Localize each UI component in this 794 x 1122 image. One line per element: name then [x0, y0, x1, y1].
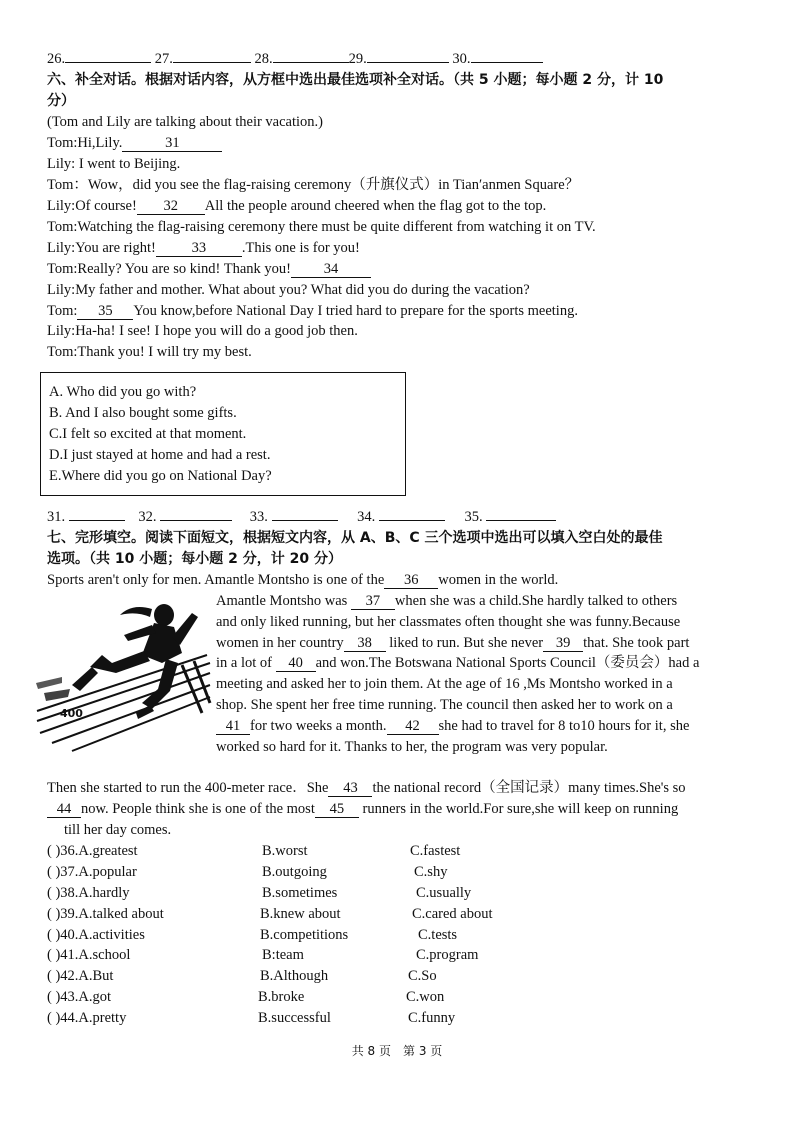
passage-text: women in her country: [216, 634, 344, 651]
dialogue-line-3: Tom：Wow，did you see the flag-raising ceremony（升旗仪式）in Tian′anmen Square？: [47, 177, 580, 193]
dialogue-line-6: [47, 239, 360, 257]
blank-34[interactable]: 34: [291, 261, 371, 278]
choice-option-c: C.usually: [416, 885, 472, 901]
passage-text: the national record（全国记录）many times.She's so: [372, 780, 686, 796]
q35-label: 35.: [464, 509, 483, 525]
choice-option-c: C.won: [406, 989, 445, 1005]
choice-question[interactable]: ( )42.A.But: [47, 968, 114, 984]
passage-text: liked to run. But she never: [385, 634, 544, 651]
choice-question[interactable]: ( )44.A.pretty: [47, 1010, 127, 1026]
section7-heading-line2: 选项。（共 10 小题；每小题 2 分，计 20 分）: [47, 551, 342, 567]
q31-answer-blank[interactable]: [69, 520, 125, 521]
passage-line: [216, 716, 748, 737]
q34-answer-blank[interactable]: [379, 520, 445, 521]
q26-blank[interactable]: [65, 62, 151, 63]
dialogue-text: Lily:Of course!: [47, 198, 137, 214]
choice-question[interactable]: ( )40.A.activities: [47, 927, 145, 943]
dialogue-text: .This one is for you!: [241, 240, 360, 256]
passage-text: in a lot of: [216, 655, 276, 672]
passage-text: that. She took part: [583, 634, 690, 651]
option-b: B. And I also bought some gifts.: [49, 405, 237, 421]
choice-option-b: B.Although: [260, 968, 329, 984]
q26-label: 26.: [47, 51, 66, 67]
passage-line: and only liked running, but her classmates often thought she was funny.Because: [216, 613, 681, 630]
q27-blank[interactable]: [173, 62, 251, 63]
options-box: [40, 372, 406, 496]
blank-35[interactable]: 35: [77, 303, 133, 320]
q32-answer-blank[interactable]: [160, 520, 232, 521]
q29-blank[interactable]: [367, 62, 449, 63]
q28-label: 28.: [254, 51, 273, 67]
blank-32[interactable]: 32: [137, 198, 205, 215]
blank-41[interactable]: 41: [216, 718, 250, 735]
passage-line: shop. She spent her free time running. The council then asked her to work on a: [216, 696, 673, 713]
passage-line: [216, 591, 748, 612]
page-footer: 共 8 页 第 3 页: [351, 1044, 443, 1058]
choice-option-c: C.tests: [418, 927, 458, 943]
passage-text: Then she started to run the 400-meter race．She: [47, 780, 329, 796]
q27-label: 27.: [154, 51, 173, 67]
answer-line-31-35: [47, 508, 556, 526]
blank-44[interactable]: 44: [47, 801, 81, 818]
choice-option-c: C.funny: [408, 1010, 456, 1026]
choice-option-b: B.successful: [258, 1010, 331, 1026]
passage-text: runners in the world.For sure,she will keep on running: [362, 801, 679, 817]
blank-40[interactable]: 40: [276, 655, 316, 672]
choice-question[interactable]: ( )39.A.talked about: [47, 906, 164, 922]
runner-illustration: [32, 593, 212, 753]
choice-option-b: B.knew about: [260, 906, 341, 922]
passage-line: worked so hard for it. Thanks to her, the program was very popular.: [216, 738, 608, 755]
choice-option-b: B:team: [262, 947, 304, 963]
passage-text: now. People think she is one of the most: [81, 801, 315, 817]
passage-line-b2: [47, 800, 678, 818]
dialogue-text: You know,before National Day I tried hard to prepare for the sports meeting.: [133, 303, 578, 319]
blank-39[interactable]: 39: [543, 635, 583, 652]
choice-option-b: B.sometimes: [262, 885, 338, 901]
q30-blank[interactable]: [471, 62, 543, 63]
passage-text: for two weeks a month.: [250, 717, 387, 734]
dialogue-text: Tom:Really? You are so kind! Thank you!: [47, 261, 291, 277]
choice-option-c: C.fastest: [410, 843, 461, 859]
passage-line: [216, 633, 748, 654]
q31-label: 31.: [47, 509, 66, 525]
dialogue-line-5: Tom:Watching the flag-raising ceremony there must be quite different from watching it on TV.: [47, 219, 596, 235]
passage-text: when she was a child.She hardly talked to others: [394, 593, 678, 609]
passage-line: meeting and asked her to join them. At the age of 16 ,Ms Montsho worked in a: [216, 676, 673, 693]
choice-question[interactable]: ( )38.A.hardly: [47, 885, 130, 901]
passage-line-b1: [47, 779, 686, 797]
dialogue-line-9: [47, 302, 578, 320]
option-e: E.Where did you go on National Day?: [49, 468, 272, 484]
q35-answer-blank[interactable]: [486, 520, 556, 521]
dialogue-intro: (Tom and Lily are talking about their vacation.): [47, 114, 324, 130]
blank-37[interactable]: 37: [351, 593, 395, 610]
q34-label: 34.: [357, 509, 376, 525]
choice-question[interactable]: ( )43.A.got: [47, 989, 112, 1005]
passage-text: and won.The Botswana National Sports Council（委员会）had a: [315, 655, 700, 672]
passage-text: women in the world.: [438, 572, 559, 588]
dialogue-line-4: [47, 197, 546, 215]
blank-45[interactable]: 45: [315, 801, 359, 818]
blank-33[interactable]: 33: [156, 240, 242, 257]
q29-label: 29.: [348, 51, 367, 67]
q30-label: 30.: [452, 51, 471, 67]
passage-text: she had to travel for 8 to10 hours for it, she: [438, 717, 690, 734]
choice-question[interactable]: ( )41.A.school: [47, 947, 131, 963]
answer-line-26-30: [47, 50, 543, 68]
dialogue-line-11: Tom:Thank you! I will try my best.: [47, 344, 252, 360]
option-c: C.I felt so excited at that moment.: [49, 426, 247, 442]
passage-text: Amantle Montsho was: [216, 593, 351, 609]
choice-option-b: B.outgoing: [262, 864, 327, 880]
dialogue-line-8: Lily:My father and mother. What about you? What did you do during the vacation?: [47, 282, 530, 298]
dialogue-line-1: [47, 134, 222, 152]
choice-question[interactable]: ( )37.A.popular: [47, 864, 137, 880]
blank-42[interactable]: 42: [387, 718, 439, 735]
dialogue-text: Tom:: [47, 303, 78, 319]
dialogue-line-10: Lily:Ha-ha! I see! I hope you will do a good job then.: [47, 323, 358, 339]
choice-option-b: B.worst: [262, 843, 308, 859]
image-label-400: 400: [60, 707, 83, 720]
passage-paragraph-1: [216, 591, 748, 757]
choice-option-c: C.program: [416, 947, 479, 963]
choice-option-b: B.competitions: [260, 927, 349, 943]
dialogue-text: Tom:Hi,Lily.: [47, 135, 123, 151]
blank-36[interactable]: 36: [384, 572, 438, 589]
option-d: D.I just stayed at home and had a rest.: [49, 447, 271, 463]
q33-label: 33.: [249, 509, 268, 525]
choice-question[interactable]: ( )36.A.greatest: [47, 843, 138, 859]
blank-31[interactable]: 31: [122, 135, 222, 152]
passage-line: [216, 653, 748, 674]
choice-option-c: C.So: [408, 968, 437, 984]
dialogue-text: Lily:You are right!: [47, 240, 156, 256]
q32-label: 32.: [138, 509, 157, 525]
blank-38[interactable]: 38: [344, 635, 386, 652]
dialogue-text: All the people around cheered when the flag got to the top.: [204, 198, 547, 214]
q28-blank[interactable]: [273, 62, 349, 63]
passage-line-b3: till her day comes.: [64, 822, 172, 838]
section6-heading-line1: 六、补全对话。根据对话内容，从方框中选出最佳选项补全对话。（共 5 小题；每小题 2 分，计 10: [47, 72, 664, 88]
dialogue-line-7: [47, 260, 371, 278]
blank-43[interactable]: 43: [328, 780, 372, 797]
choice-option-c: C.shy: [414, 864, 448, 880]
dialogue-line-2: Lily: I went to Beijing.: [47, 156, 181, 172]
choice-option-b: B.broke: [258, 989, 305, 1005]
passage-intro-line: [47, 571, 558, 589]
passage-text: Sports aren't only for men. Amantle Montsho is one of the: [47, 572, 385, 588]
option-a: A. Who did you go with?: [49, 384, 197, 400]
section6-heading-line2: 分）: [47, 93, 75, 109]
choice-option-c: C.cared about: [412, 906, 493, 922]
q33-answer-blank[interactable]: [272, 520, 338, 521]
section7-heading-line1: 七、完形填空。阅读下面短文，根据短文内容，从 A、B、C 三个选项中选出可以填入空白处的最佳: [47, 530, 663, 546]
